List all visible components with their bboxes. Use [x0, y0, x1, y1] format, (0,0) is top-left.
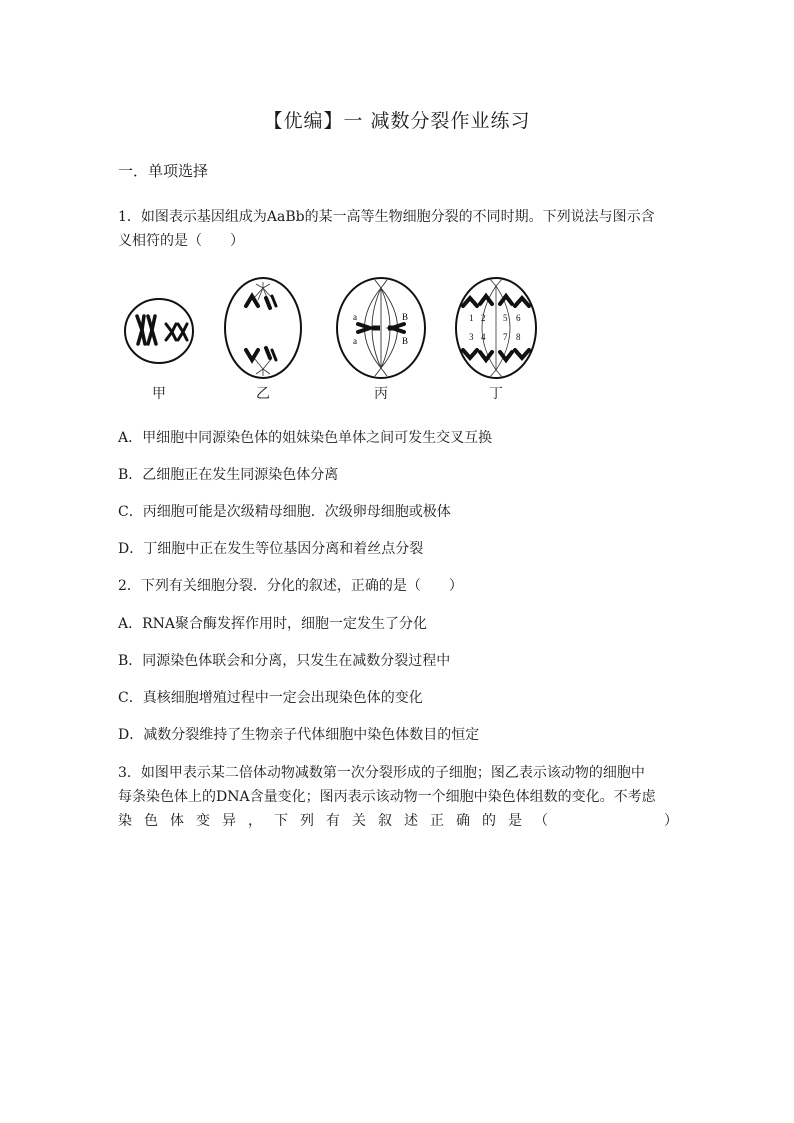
q1-option-a: A．甲细胞中同源染色体的姐妹染色单体之间可发生交叉互换	[118, 430, 493, 446]
chromosome-number: 1	[469, 313, 474, 323]
spindle-yi-top	[254, 282, 272, 300]
chromosome-number: 4	[481, 332, 486, 342]
cell-jia	[125, 299, 193, 363]
q3-stem-line1: 3．如图甲表示某二倍体动物减数第一次分裂形成的子细胞；图乙表示该动物的细胞中	[118, 765, 645, 781]
q1-option-b: B．乙细胞正在发生同源染色体分离	[118, 467, 339, 483]
gene-label-a-top: a	[353, 312, 357, 322]
q1-option-d: D．丁细胞中正在发生等位基因分离和着丝点分裂	[118, 541, 424, 557]
q2-option-a: A．RNA聚合酶发挥作用时，细胞一定发生了分化	[118, 616, 428, 632]
chromosome-pair-jia-left	[137, 316, 156, 344]
q2-stem: 2．下列有关细胞分裂．分化的叙述，正确的是（ ）	[118, 578, 463, 594]
chromosome-pair-jia-right	[166, 324, 187, 340]
cell-yi	[225, 278, 301, 378]
cell-ding	[456, 278, 536, 378]
spindle-yi-bottom	[254, 358, 272, 376]
chromosome-numbers	[469, 313, 521, 342]
q3-stem-line3: 染色体变异，下列有关叙述正确的是（ ）	[118, 813, 678, 829]
figure-label-jia: 甲	[152, 386, 166, 402]
q2-option-b: B．同源染色体联会和分离，只发生在减数分裂过程中	[118, 653, 451, 669]
figure-label-bing: 丙	[374, 386, 388, 402]
section-heading: 一．单项选择	[118, 162, 209, 180]
q2-option-c: C．真核细胞增殖过程中一定会出现染色体的变化	[118, 690, 423, 706]
gene-label-b-bottom: B	[402, 336, 409, 346]
q1-stem-line2: 义相符的是（ ）	[118, 233, 244, 249]
figure-label-ding: 丁	[489, 386, 503, 402]
q1-option-c: C．丙细胞可能是次级精母细胞．次级卵母细胞或极体	[118, 504, 451, 520]
q1-stem-line1: 1．如图表示基因组成为AaBb的某一高等生物细胞分裂的不同时期。下列说法与图示含	[118, 209, 655, 225]
chromosome-number: 2	[481, 313, 486, 323]
q2-option-d: D．减数分裂维持了生物亲子代体细胞中染色体数目的恒定	[118, 727, 480, 743]
chromosome-number: 3	[469, 332, 474, 342]
cell-division-figure	[118, 276, 558, 406]
gene-label-a-bottom: a	[353, 336, 357, 346]
chromosome-number: 8	[516, 332, 521, 342]
chromosome-number: 5	[503, 313, 508, 323]
page-title: 【优编】一 减数分裂作业练习	[263, 110, 531, 132]
cell-division-diagram	[118, 276, 558, 386]
chromosome-number: 6	[516, 313, 521, 323]
q3-stem-line2: 每条染色体上的DNA含量变化；图丙表示该动物一个细胞中染色体组数的变化。不考虑	[118, 789, 656, 805]
gene-label-b-top: B	[402, 312, 409, 322]
figure-label-yi: 乙	[256, 386, 270, 402]
cell-bing	[337, 278, 425, 378]
chromosome-number: 7	[503, 332, 508, 342]
